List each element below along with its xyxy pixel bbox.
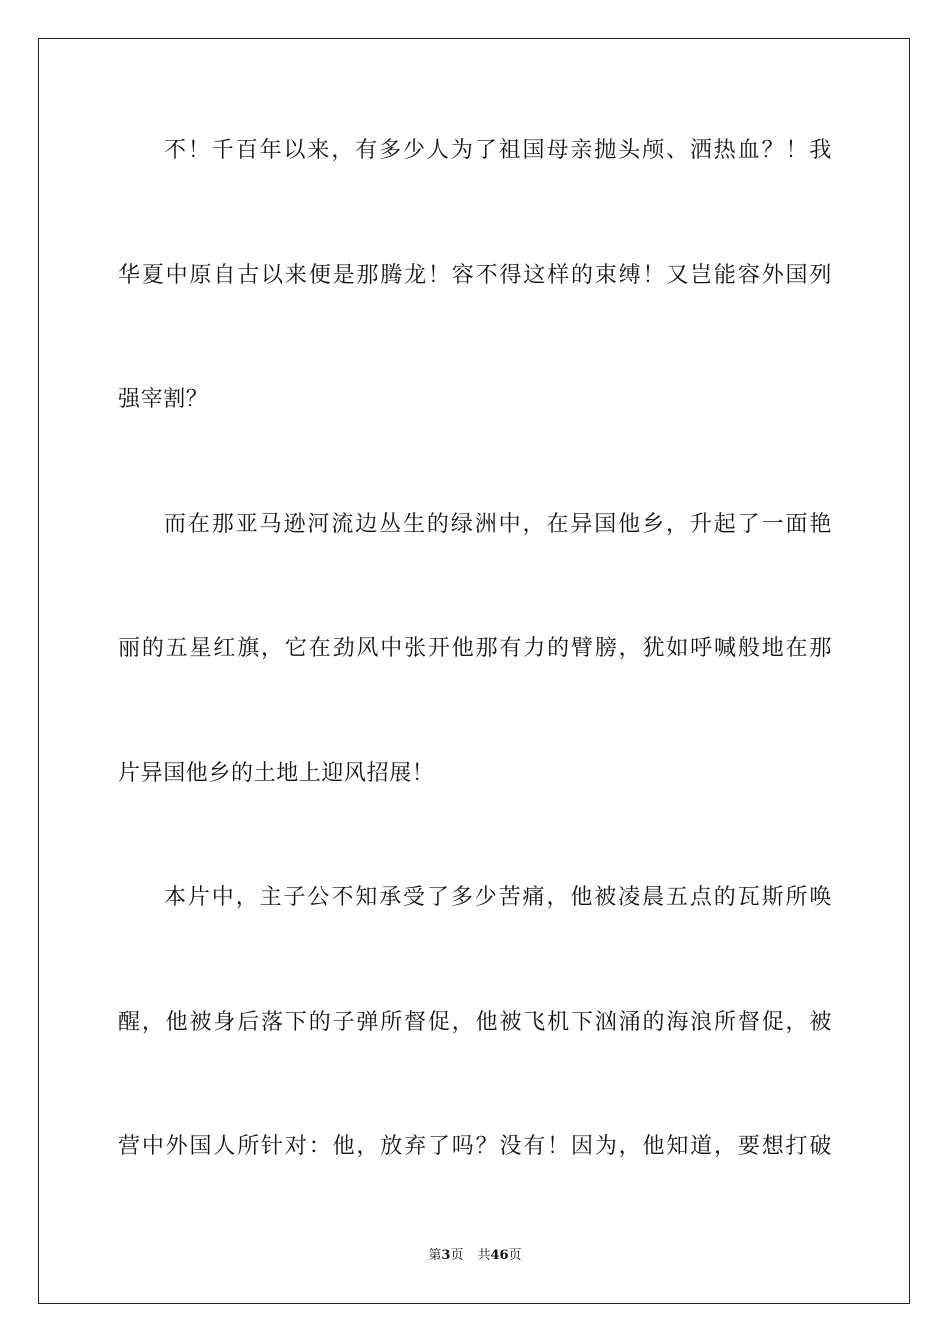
paragraph-2-line-3: 片异国他乡的土地上迎风招展！ [118,761,435,786]
page-label-prefix: 第 [428,1248,442,1263]
page-footer [0,1247,950,1265]
current-page-number: 3 [441,1248,451,1263]
page-border [38,38,910,1304]
page-label-suffix: 页 [450,1248,464,1263]
total-pages-number: 46 [490,1248,509,1263]
total-label-prefix: 共 [477,1248,491,1263]
paragraph-2-line-1: 而在那亚马逊河流边丛生的绿洲中，在异国他乡，升起了一面艳 [164,512,832,537]
paragraph-1-line-3: 强宰割？ [118,387,209,412]
paragraph-1-line-2: 华夏中原自古以来便是那腾龙！容不得这样的束缚！又岂能容外国列 [118,263,832,288]
paragraph-1-line-1: 不！千百年以来，有多少人为了祖国母亲抛头颅、洒热血？！我 [164,138,832,163]
paragraph-2-line-2: 丽的五星红旗，它在劲风中张开他那有力的臂膀，犹如呼喊般地在那 [118,636,832,661]
paragraph-3-line-3: 营中外国人所针对：他，放弃了吗？没有！因为，他知道，要想打破 [118,1134,832,1159]
total-label-suffix: 页 [508,1248,522,1263]
paragraph-3-line-2: 醒，他被身后落下的子弹所督促，他被飞机下汹涌的海浪所督促，被 [118,1010,832,1035]
paragraph-3-line-1: 本片中，主子公不知承受了多少苦痛，他被凌晨五点的瓦斯所唤 [164,885,832,910]
